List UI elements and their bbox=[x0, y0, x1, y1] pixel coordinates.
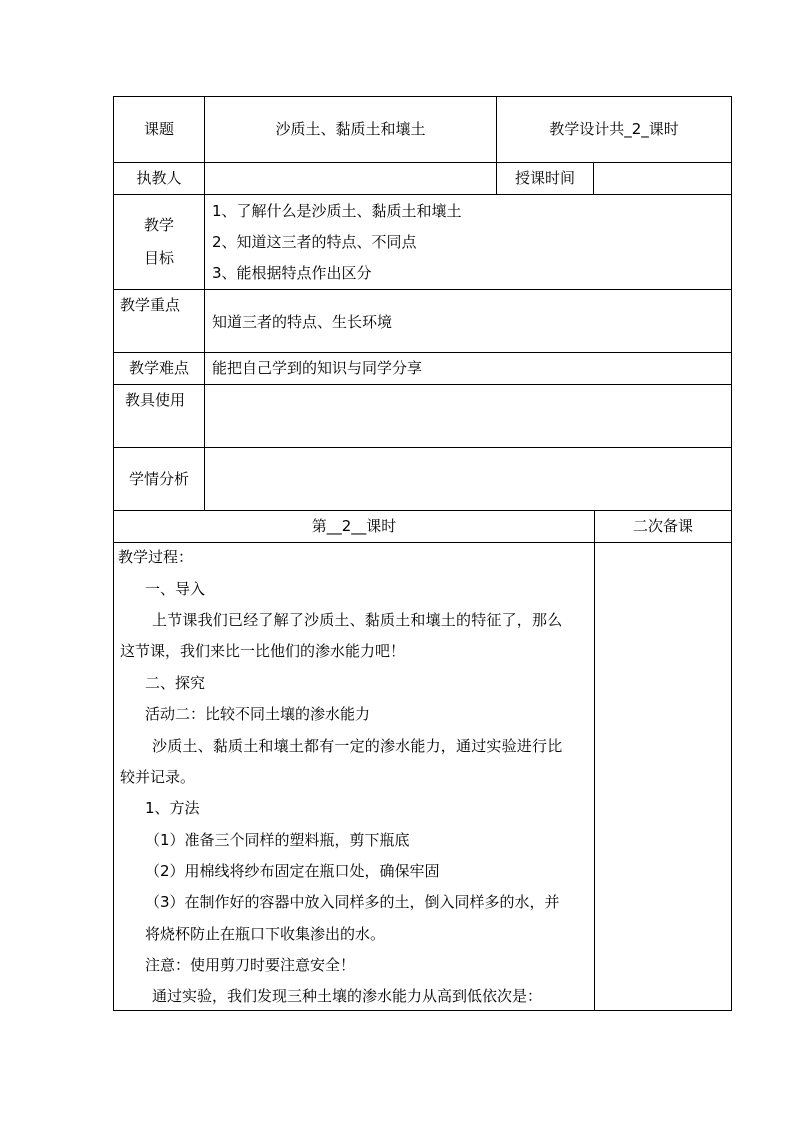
process-line: 通过实验，我们发现三种土壤的渗水能力从高到低依次是： bbox=[152, 987, 543, 1005]
table-border-right bbox=[731, 96, 732, 1011]
process-line: 将烧杯防止在瓶口下收集渗出的水。 bbox=[145, 925, 386, 943]
topic-label: 课题 bbox=[143, 120, 174, 138]
process-line: 教学过程： bbox=[118, 548, 194, 566]
process-line: 活动二：比较不同土壤的渗水能力 bbox=[145, 705, 371, 723]
row-divider bbox=[113, 542, 732, 543]
process-line: 沙质土、黏质土和壤土都有一定的渗水能力，通过实验进行比 bbox=[152, 737, 563, 755]
secondary-column-divider bbox=[594, 510, 595, 1010]
goals-label-line-2: 目标 bbox=[144, 249, 175, 267]
process-line: （1）准备三个同样的塑料瓶，剪下瓶底 bbox=[145, 831, 410, 849]
row-divider bbox=[113, 447, 732, 448]
time-value bbox=[594, 163, 731, 194]
goal-item: 3、能根据特点作出区分 bbox=[212, 264, 372, 282]
process-line: 上节课我们已经了解了沙质土、黏质土和壤土的特征了，那么 bbox=[152, 611, 563, 629]
tools-label: 教具使用 bbox=[125, 391, 186, 409]
process-line: 1、方法 bbox=[145, 799, 200, 817]
table-border-left bbox=[113, 96, 114, 1011]
row-divider bbox=[113, 194, 732, 195]
table-border-bottom bbox=[113, 1010, 732, 1011]
key-points-value: 知道三者的特点、生长环境 bbox=[212, 313, 393, 331]
analysis-label: 学情分析 bbox=[128, 469, 189, 488]
row-divider bbox=[113, 289, 732, 290]
difficulty-label: 教学难点 bbox=[128, 359, 189, 377]
row-divider bbox=[113, 352, 732, 353]
teacher-label: 执教人 bbox=[136, 169, 182, 187]
periods-info: 教学设计共_2_课时 bbox=[549, 120, 679, 138]
goal-item: 1、了解什么是沙质土、黏质土和壤土 bbox=[212, 202, 462, 220]
process-line: 这节课，我们来比一比他们的渗水能力吧！ bbox=[120, 642, 406, 660]
key-points-label: 教学重点 bbox=[120, 296, 181, 314]
process-line: 注意：使用剪刀时要注意安全！ bbox=[145, 956, 356, 974]
topic-value: 沙质土、黏质土和壤土 bbox=[275, 120, 426, 138]
process-line: 一、导入 bbox=[145, 580, 206, 598]
secondary-prep-header: 二次备课 bbox=[632, 517, 693, 535]
process-line: （3）在制作好的容器中放入同样多的土，倒入同样多的水，并 bbox=[145, 893, 560, 911]
difficulty-value: 能把自己学到的知识与同学分享 bbox=[212, 359, 423, 377]
lesson-period-header: 第__2__课时 bbox=[311, 517, 397, 535]
process-line: 二、探究 bbox=[145, 674, 206, 692]
goals-label-line-1: 教学 bbox=[144, 216, 175, 234]
process-line: （2）用棉线将纱布固定在瓶口处，确保牢固 bbox=[145, 862, 440, 880]
row-divider bbox=[113, 384, 732, 385]
goal-item: 2、知道这三者的特点、不同点 bbox=[212, 233, 417, 251]
time-label: 授课时间 bbox=[514, 169, 575, 187]
teacher-value bbox=[205, 163, 496, 194]
process-line: 较并记录。 bbox=[120, 768, 196, 786]
